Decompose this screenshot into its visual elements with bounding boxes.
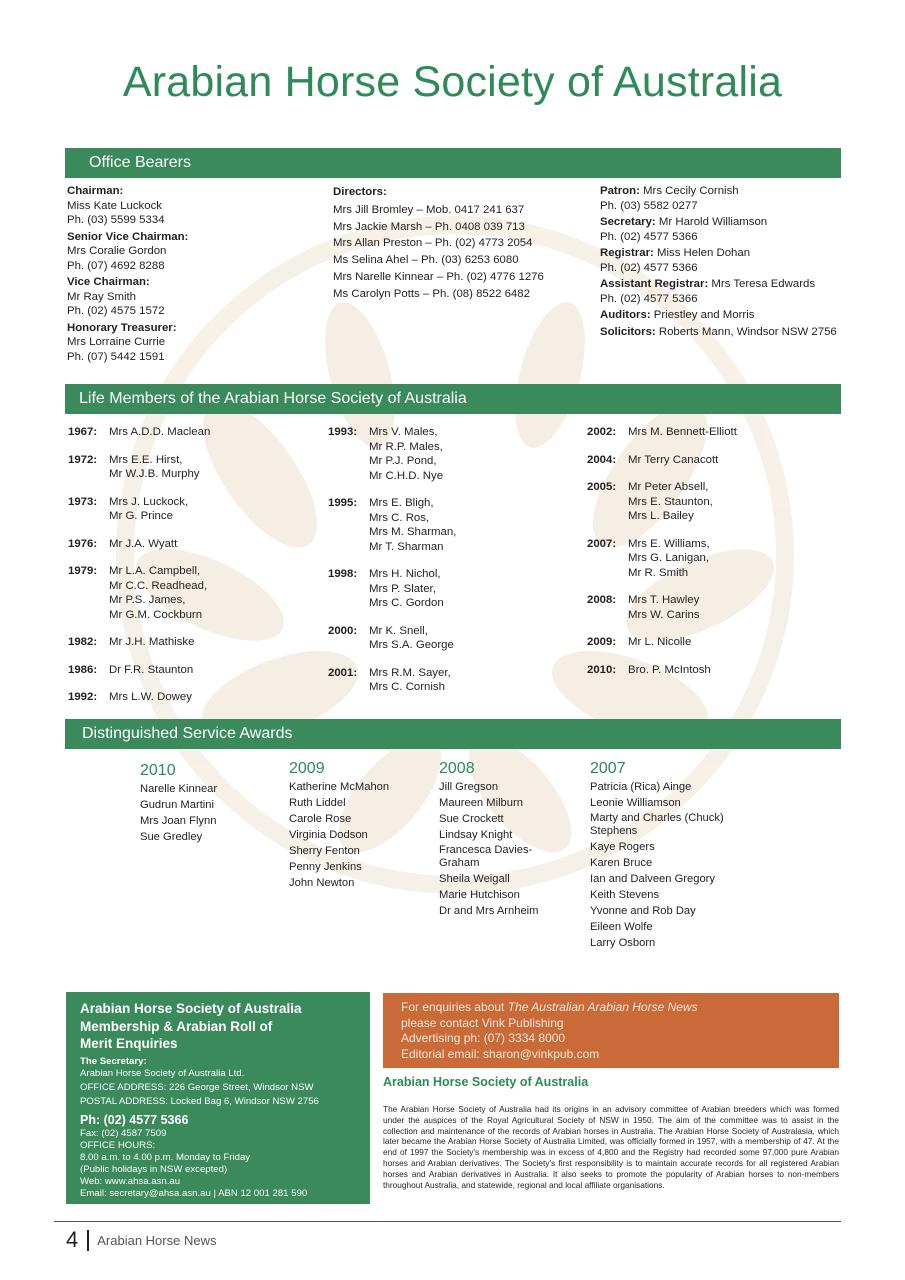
membership-box: [66, 992, 370, 1204]
director-item: Ms Carolyn Potts – Ph. (08) 8522 6482: [333, 287, 530, 300]
directors-column: [333, 184, 583, 303]
dsa-name: Francesca Davies- Graham: [439, 844, 533, 869]
life-member-row: 1967: Mrs A.D.D. Maclean: [68, 426, 211, 438]
life-member-row: 1995: Mrs E. Bligh, Mrs C. Ros, Mrs M. Sharman, Mr T. Sharman: [328, 497, 457, 553]
dsa-name: Marie Hutchison: [439, 889, 520, 901]
dsa-name: Keith Stevens: [590, 889, 660, 901]
dsa-name: Ruth Liddel: [289, 797, 346, 809]
office-bearers-heading: Office Bearers: [65, 148, 841, 178]
office-entry: Secretary: Mr Harold Williamson Ph. (02) 4577 5366: [600, 216, 768, 243]
office-entry: Patron: Mrs Cecily Cornish Ph. (03) 5582 0277: [600, 185, 739, 212]
page-footer: [66, 1227, 216, 1253]
life-member-row: 1976: Mr J.A. Wyatt: [68, 537, 178, 550]
dsa-name: John Newton: [289, 877, 355, 889]
dsa-year: 2009: [289, 760, 325, 777]
dsa-name: Ian and Dalveen Gregory: [590, 873, 716, 885]
footer-divider: [54, 1221, 841, 1222]
postal-address: POSTAL ADDRESS: Locked Bag 6, Windsor NSW 2756: [80, 1095, 319, 1107]
life-members-column-2: [328, 425, 568, 708]
dsa-name: Karen Bruce: [590, 857, 653, 869]
dsa-heading: Distinguished Service Awards: [65, 719, 841, 749]
directors-list: [333, 202, 583, 303]
office-entry: Assistant Registrar: Mrs Teresa Edwards Ph. (02) 4577 5366: [600, 278, 816, 305]
life-member-row: 1979: Mr L.A. Campbell, Mr C.C. Readhead, Mr P.S. James, Mr G.M. Cockburn: [68, 565, 208, 621]
about-paragraph: The Arabian Horse Society of Australia had its origins in an advisory committee of Arabian breeders which was formed under the auspices of the Royal Agricultural Society of NSW in 1950. The aim of the committee was to assist in the collection and maintenance of the records of Arabian horses in Australia. The Arabian Horse Society of Australasia, which later became the Arabian Horse Society of Australia Limited, was officially formed in 1957, with a membership of 47. At the end of 1997 the Society's membership was in excess of 4,800 and the Registry had recorded some 97,000 pure Arabian horses and Arabian derivatives. The Society's first responsibility is to maintain accurate records for all registered Arabian horses and Arabian derivatives in Australia. It also seeks to promote the popularity of Arabian horses to non-members throughout Australia, and statewide, regional and local affiliate organisations.: [383, 1104, 839, 1190]
membership-title: Arabian Horse Society of Australia Membership & Arabian Roll of Merit Enquiries: [80, 1001, 302, 1051]
life-member-row: 2009: Mr L. Nicolle: [587, 636, 692, 648]
dsa-year: 2008: [439, 760, 475, 777]
footer-separator: [87, 1230, 89, 1251]
secretary-label: The Secretary:: [80, 1055, 147, 1067]
page-number: 4: [66, 1227, 79, 1252]
enquiries-line-2: please contact Vink Publishing: [401, 1015, 564, 1030]
dsa-name: Patricia (Rica) Ainge: [590, 781, 692, 793]
director-item: Mrs Narelle Kinnear – Ph. (02) 4776 1276: [333, 270, 544, 283]
life-members-column-1: [68, 425, 308, 718]
life-members-column-3: [587, 425, 837, 690]
dsa-name: Sue Crockett: [439, 813, 504, 825]
dsa-name: Lindsay Knight: [439, 829, 513, 841]
dsa-column-2010: [140, 761, 280, 845]
life-member-row: 2004: Mr Terry Canacott: [587, 453, 719, 466]
life-member-row: 2008: Mrs T. Hawley Mrs W. Carins: [587, 594, 700, 621]
about-title: Arabian Horse Society of Australia: [383, 1075, 589, 1089]
life-members-heading: Life Members of the Arabian Horse Society of Australia: [65, 384, 841, 414]
dsa-year: 2007: [590, 760, 626, 777]
enquiries-phone: Advertising ph: (07) 3334 8000: [401, 1031, 566, 1045]
dsa-name: Carole Rose: [289, 813, 352, 825]
dsa-name: Marty and Charles (Chuck) Stephens: [590, 812, 724, 837]
office-entry: Vice Chairman: Mr Ray Smith Ph. (02) 4575 1572: [67, 276, 165, 317]
enquiries-box: [383, 993, 839, 1068]
dsa-name: Dr and Mrs Arnheim: [439, 905, 539, 917]
life-member-row: 1972: Mrs E.E. Hirst, Mr W.J.B. Murphy: [68, 453, 200, 480]
hours-label: OFFICE HOURS:: [80, 1139, 156, 1151]
office-entry: Senior Vice Chairman: Mrs Coralie Gordon Ph. (07) 4692 8288: [67, 230, 189, 272]
enquiries-email[interactable]: Editorial email: sharon@vinkpub.com: [401, 1046, 600, 1061]
dsa-column-2007: [590, 759, 760, 951]
dsa-name: Sherry Fenton: [289, 845, 360, 857]
page-title: Arabian Horse Society of Australia: [122, 58, 783, 106]
director-item: Ms Selina Ahel – Ph. (03) 6253 6080: [333, 254, 519, 267]
website-link[interactable]: Web: www.ahsa.asn.au: [80, 1175, 181, 1187]
dsa-name: Sheila Weigall: [439, 873, 510, 885]
dsa-name: Yvonne and Rob Day: [590, 905, 696, 917]
membership-fax: Fax: (02) 4587 7509: [80, 1127, 167, 1139]
office-address: OFFICE ADDRESS: 226 George Street, Windsor NSW: [80, 1081, 314, 1093]
publication-name: Arabian Horse News: [97, 1232, 217, 1248]
life-member-row: 2007: Mrs E. Williams, Mrs G. Lanigan, Mr R. Smith: [587, 537, 710, 579]
life-member-row: 2010: Bro. P. McIntosh: [587, 663, 711, 676]
office-entry: Auditors: Priestley and Morris: [600, 309, 755, 321]
dsa-name: Virginia Dodson: [289, 829, 368, 841]
dsa-name: Penny Jenkins: [289, 861, 362, 873]
life-member-row: 1982: Mr J.H. Mathiske: [68, 636, 195, 648]
dsa-name: Katherine McMahon: [289, 781, 390, 793]
dsa-name: Leonie Williamson: [590, 797, 681, 809]
life-member-row: 2001: Mrs R.M. Sayer, Mrs C. Cornish: [328, 666, 451, 693]
dsa-name: Eileen Wolfe: [590, 921, 653, 933]
holidays-note: (Public holidays in NSW excepted): [80, 1163, 228, 1175]
life-member-row: 1998: Mrs H. Nichol, Mrs P. Slater, Mrs C. Gordon: [328, 568, 444, 609]
life-member-row: 2005: Mr Peter Absell, Mrs E. Staunton, Mrs L. Bailey: [587, 481, 713, 522]
life-member-row: 1993: Mrs V. Males, Mr R.P. Males, Mr P.J. Pond, Mr C.H.D. Nye: [328, 426, 444, 482]
office-right-column: [600, 184, 840, 339]
dsa-name: Mrs Joan Flynn: [140, 815, 217, 827]
office-entry: Honorary Treasurer: Mrs Lorraine Currie Ph. (07) 5442 1591: [67, 321, 177, 363]
dsa-name: Kaye Rogers: [590, 841, 655, 853]
life-member-row: 1986: Dr F.R. Staunton: [68, 663, 194, 676]
org-name: Arabian Horse Society of Australia Ltd.: [80, 1067, 245, 1079]
enquiries-line-1: For enquiries about The Australian Arabian Horse News: [401, 1000, 698, 1014]
directors-label: Directors:: [333, 186, 387, 198]
membership-phone: Ph: (02) 4577 5366: [80, 1112, 189, 1127]
life-member-row: 1973: Mrs J. Luckock, Mr G. Prince: [68, 495, 189, 522]
dsa-column-2009: [289, 759, 434, 891]
life-member-row: 2000: Mr K. Snell, Mrs S.A. George: [328, 624, 454, 651]
dsa-name: Gudrun Martini: [140, 799, 214, 811]
life-member-row: 1992: Mrs L.W. Dowey: [68, 691, 192, 703]
office-entry: Registrar: Miss Helen Dohan Ph. (02) 4577 5366: [600, 247, 751, 274]
dsa-name: Maureen Milburn: [439, 797, 523, 809]
email-abn[interactable]: Email: secretary@ahsa.asn.au | ABN 12 001 281 590: [80, 1187, 308, 1199]
director-item: Mrs Jackie Marsh – Ph. 0408 039 713: [333, 220, 525, 233]
dsa-column-2008: [439, 759, 584, 919]
dsa-name: Sue Gredley: [140, 831, 203, 843]
dsa-name: Narelle Kinnear: [140, 783, 218, 795]
director-item: Mrs Jill Bromley – Mob. 0417 241 637: [333, 203, 525, 216]
director-item: Mrs Allan Preston – Ph. (02) 4773 2054: [333, 237, 533, 250]
office-entry: Solicitors: Roberts Mann, Windsor NSW 2756: [600, 325, 837, 338]
office-hours: 8.00 a.m. to 4.00 p.m. Monday to Friday: [80, 1151, 251, 1163]
dsa-year: 2010: [140, 762, 176, 779]
dsa-name: Larry Osborn: [590, 937, 656, 949]
dsa-name: Jill Gregson: [439, 781, 499, 793]
life-member-row: 2002: Mrs M. Bennett-Elliott: [587, 426, 737, 438]
office-left-column: [67, 184, 317, 364]
office-entry: Chairman: Miss Kate Luckock Ph. (03) 5599 5334: [67, 185, 165, 226]
